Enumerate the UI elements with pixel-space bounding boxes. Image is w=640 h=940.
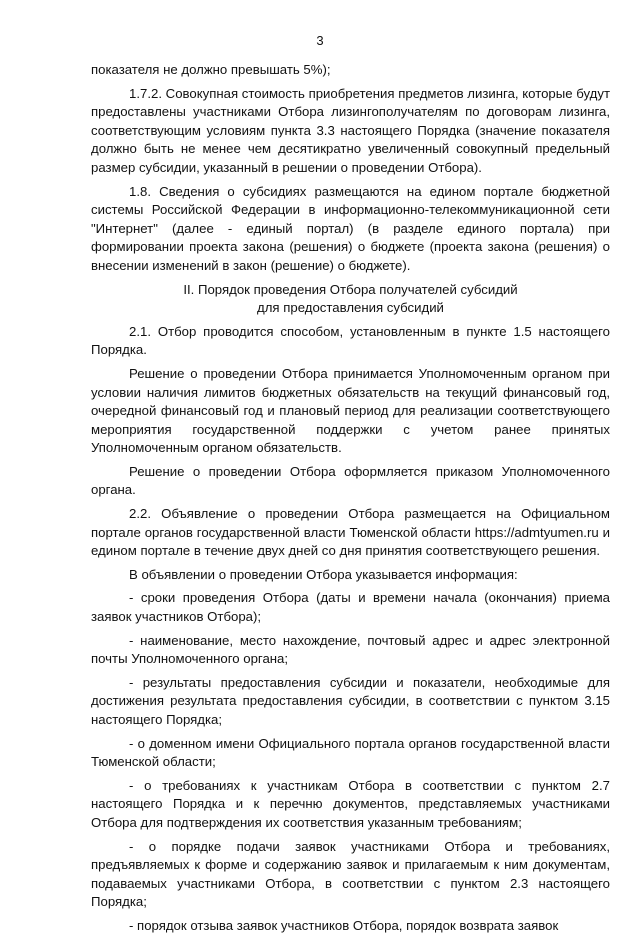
list-item-name-address: - наименование, место нахождение, почтовый адрес и адрес электронной почты Уполномоченного органа; <box>91 632 610 667</box>
list-item-requirements: - о требованиях к участникам Отбора в соответствии с пунктом 2.7 настоящего Порядка и к перечню документов, представляемых участниками Отбора для подтверждения их соответствия указанным требованиям; <box>91 777 610 830</box>
list-item-submission: - о порядке подачи заявок участниками Отбора и требованиях, предъявляемых к форме и содержанию заявок и прилагаемым к ним документам, подаваемых участниками Отбора, в соответствии с пунктом 2.3 настоящего Порядка; <box>91 838 610 910</box>
list-item-domain: - о доменном имени Официального портала органов государственной власти Тюменской области; <box>91 735 610 770</box>
paragraph-2-1: 2.1. Отбор проводится способом, установленным в пункте 1.5 настоящего Порядка. <box>91 323 610 358</box>
page-number: 3 <box>316 33 324 48</box>
paragraph-decision-order: Решение о проведении Отбора оформляется приказом Уполномоченного органа. <box>91 463 610 498</box>
paragraph-decision: Решение о проведении Отбора принимается Уполномоченным органом при условии наличия лимитов бюджетных обязательств на текущий финансовый год, очередной финансовый год и плановый период для реализации соответствующего мероприятия государственной поддержки с учетом ранее принятых Уполномоченным органом обязательств. <box>91 365 610 456</box>
paragraph-2-2: 2.2. Объявление о проведении Отбора размещается на Официальном портале органов государственной власти Тюменской области https://admtyumen.ru и едином портале в течение двух дней со дня принятия соответствующего решения. <box>91 506 610 559</box>
section-heading-line-2: для предоставления субсидий <box>257 300 444 316</box>
list-item-results: - результаты предоставления субсидии и показатели, необходимые для достижения результата предоставления субсидии, в соответствии с пунктом 3.15 настоящего Порядка; <box>91 674 610 727</box>
list-item-withdrawal: - порядок отзыва заявок участников Отбора, порядок возврата заявок <box>129 917 559 933</box>
section-heading <box>91 281 610 318</box>
paragraph-1-8: 1.8. Сведения о субсидиях размещаются на едином портале бюджетной системы Российской Федерации в информационно-телекоммуникационной сети "Интернет" (далее - единый портал) (в разделе единого портала) при формировании проекта закона (решения) о бюджете (проекта закона (решения) о внесении изменений в закон (решение) о бюджете). <box>91 183 610 273</box>
list-item-terms: - сроки проведения Отбора (даты и времени начала (окончания) приема заявок участников Отбора); <box>91 590 610 625</box>
document-body <box>91 61 610 940</box>
paragraph-1-7-2: 1.7.2. Совокупная стоимость приобретения предметов лизинга, которые будут предоставлены участниками Отбора лизингополучателям по договорам лизинга, соответствующим условиям пункта 3.3 настоящего Порядка (значение показателя должно быть не менее чем десятикратно увеличенный совокупный предельный размер субсидии, указанный в решении о проведении Отбора). <box>91 85 610 175</box>
section-heading-line-1: II. Порядок проведения Отбора получателей субсидий <box>183 281 518 297</box>
paragraph-announcement-info: В объявлении о проведении Отбора указывается информация: <box>129 566 518 582</box>
paragraph-continued: показателя не должно превышать 5%); <box>91 62 331 77</box>
